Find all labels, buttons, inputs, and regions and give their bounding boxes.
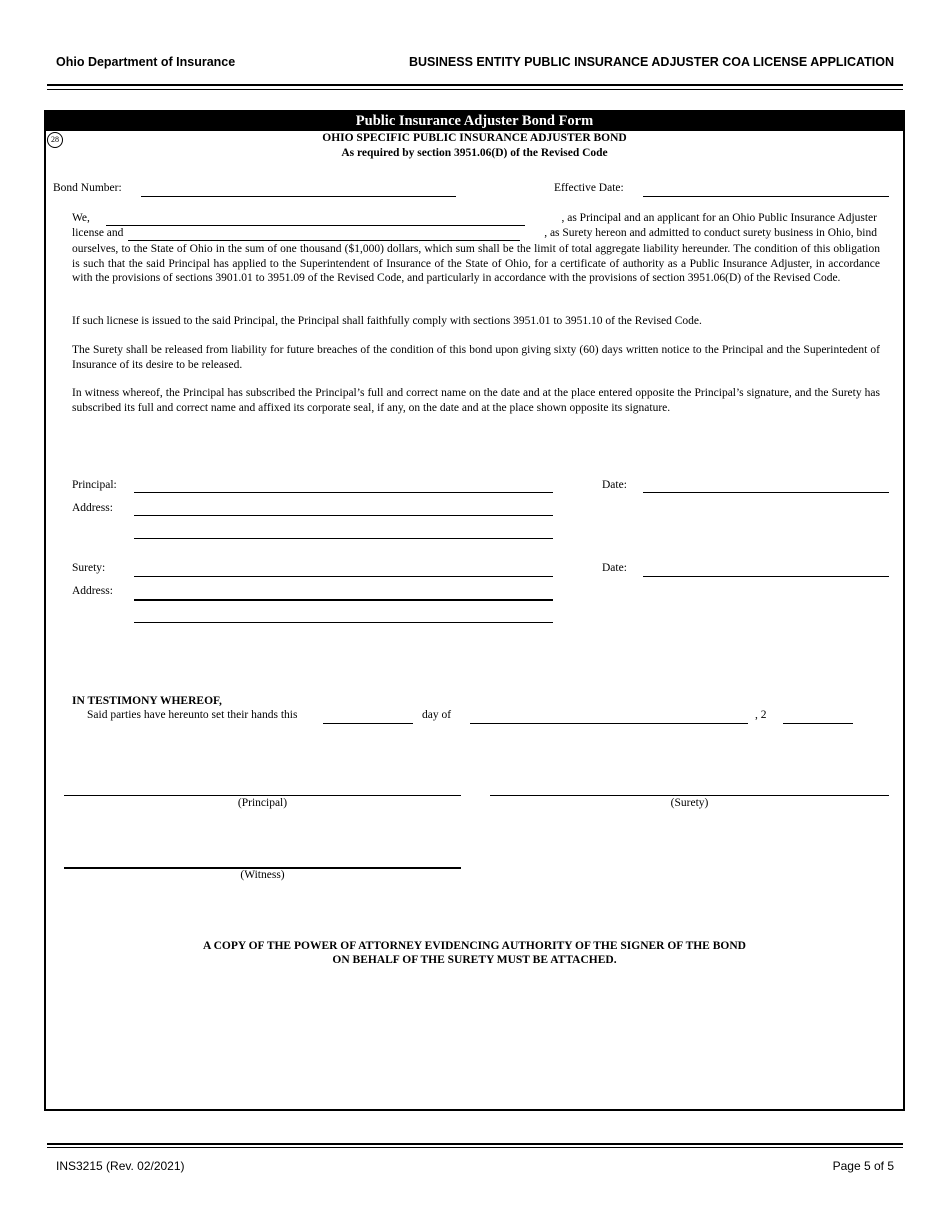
surety-address-field-1[interactable]: [134, 599, 553, 601]
release-paragraph: The Surety shall be released from liability for future breaches of the condition of this bond upon giving sixty (60) days written notice to the Principal and the Superintedent of Insurance of its desire to be released.: [72, 344, 880, 371]
agency-name: Ohio Department of Insurance: [56, 55, 236, 69]
surety-address-label: Address:: [72, 585, 113, 597]
principal-address-label: Address:: [72, 502, 113, 514]
witness-paragraph: In witness whereof, the Principal has subscribed the Principal’s full and correct name on the date and at the place entered opposite the Principal’s signature, and the Surety has subscribed its full and correct name and affixed its corporate seal, if any, on the date and at the place shown opposite its signature.: [72, 387, 880, 414]
month-field[interactable]: [470, 723, 748, 724]
form-title: Public Insurance Adjuster Bond Form: [46, 112, 903, 131]
form-subtitle: OHIO SPECIFIC PUBLIC INSURANCE ADJUSTER BOND: [322, 132, 627, 144]
bond-number-field[interactable]: [141, 196, 456, 197]
principal-address-field-2[interactable]: [134, 538, 553, 539]
footer-rule-thin: [47, 1147, 903, 1148]
principal-address-field-1[interactable]: [134, 515, 553, 516]
effective-date-label: Effective Date:: [554, 182, 624, 194]
principal-field[interactable]: [134, 492, 553, 493]
testimony-heading: IN TESTIMONY WHEREOF,: [72, 695, 222, 707]
surety-label: Surety:: [72, 562, 106, 574]
principal-name-field[interactable]: [106, 225, 525, 226]
power-of-attorney-notice-line1: A COPY OF THE POWER OF ATTORNEY EVIDENCING AUTHORITY OF THE SIGNER OF THE BOND: [203, 940, 746, 952]
page-number: Page 5 of 5: [832, 1159, 894, 1173]
day-of-label: day of: [422, 709, 452, 721]
bond-condition-paragraph: ourselves, to the State of Ohio in the sum of one thousand ($1,000) dollars, which sum shall be the limit of total aggregate liability hereunder. The condition of this obligation is such that the said Principal has applied to the Superintendent of Insurance of the State of Ohio, for a certificate of authority as a Public Insurance Adjuster, in accordance with the provisions of sections 3901.01 to 3951.09 of the Revised Code, and particularly in accordance with the provisions of section 3951.06(D) of the Revised Code.: [72, 243, 880, 284]
application-title: BUSINESS ENTITY PUBLIC INSURANCE ADJUSTER COA LICENSE APPLICATION: [409, 55, 894, 69]
bond-form: [44, 110, 905, 1111]
footer-rule: [47, 1143, 903, 1145]
principal-phrase: , as Principal and an applicant for an Ohio Public Insurance Adjuster: [561, 212, 877, 224]
day-field[interactable]: [323, 723, 413, 724]
principal-signature-line[interactable]: [64, 795, 461, 796]
surety-date-field[interactable]: [643, 576, 889, 577]
item-number-badge: 28: [47, 132, 63, 148]
surety-name-field[interactable]: [128, 240, 520, 241]
power-of-attorney-notice-line2: ON BEHALF OF THE SURETY MUST BE ATTACHED.: [332, 954, 617, 966]
principal-date-field[interactable]: [643, 492, 889, 493]
header-rule: [47, 84, 903, 86]
surety-signature-label: (Surety): [670, 797, 709, 809]
effective-date-field[interactable]: [643, 196, 889, 197]
header-rule-thin: [47, 89, 903, 90]
witness-signature-label: (Witness): [240, 869, 285, 881]
surety-signature-line[interactable]: [490, 795, 889, 796]
we-label: We,: [72, 212, 90, 224]
year-field[interactable]: [783, 723, 853, 724]
compliance-paragraph: If such licnese is issued to the said Principal, the Principal shall faithfully comply with sections 3951.01 to 3951.10 of the Revised Code.: [72, 315, 702, 327]
principal-date-label: Date:: [602, 479, 627, 491]
surety-phrase: , as Surety hereon and admitted to conduct surety business in Ohio, bind: [544, 227, 877, 239]
year-prefix: , 2: [755, 709, 767, 721]
bond-number-label: Bond Number:: [53, 182, 122, 194]
testimony-text: Said parties have hereunto set their hands this: [87, 709, 298, 721]
surety-address-field-2[interactable]: [134, 622, 553, 623]
form-revision: INS3215 (Rev. 02/2021): [56, 1159, 185, 1173]
surety-date-label: Date:: [602, 562, 627, 574]
form-subtitle-code: As required by section 3951.06(D) of the Revised Code: [341, 147, 608, 159]
principal-label: Principal:: [72, 479, 117, 491]
surety-field[interactable]: [134, 576, 553, 577]
license-and-label: license and: [72, 227, 124, 239]
principal-signature-label: (Principal): [237, 797, 288, 809]
